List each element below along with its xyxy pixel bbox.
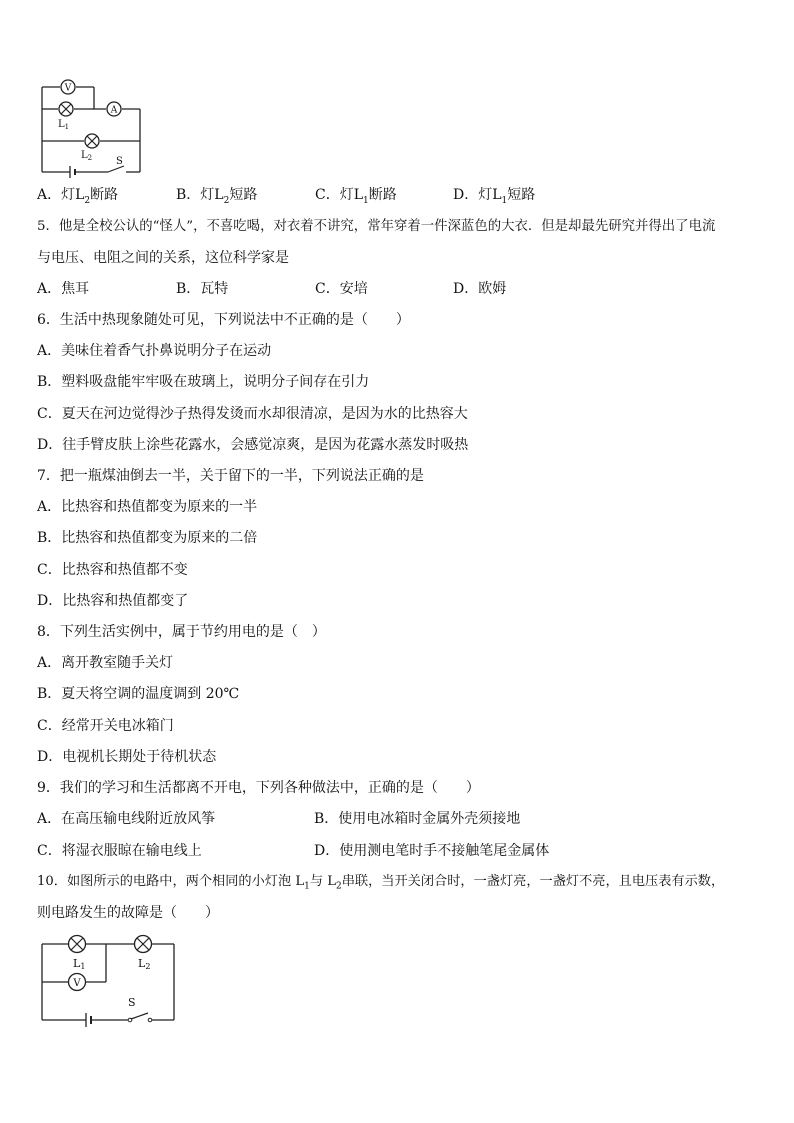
q5-option-d: D．欧姆 (453, 281, 507, 297)
q9-option-d: D．使用测电笔时手不接触笔尾金属体 (314, 843, 550, 859)
switch-label: S (116, 156, 123, 167)
voltmeter-label: V (64, 83, 72, 94)
lamp-l1-symbol (69, 936, 86, 953)
q5-option-a: A．焦耳 (37, 281, 90, 297)
q9-option-b: B．使用电冰箱时金属外壳须接地 (314, 811, 521, 827)
q6-option-a: A．美味住着香气扑鼻说明分子在运动 (37, 343, 272, 359)
lamp-l2-symbol (135, 936, 152, 953)
q6-option-c: C．夏天在河边觉得沙子热得发烫而水却很清凉，是因为水的比热容大 (37, 406, 468, 422)
q8-option-b: B．夏天将空调的温度调到 20℃ (37, 686, 240, 702)
q4-option-b: B．灯$L_2$短路 (176, 187, 258, 206)
switch-contact (148, 1018, 152, 1022)
voltmeter-label: V (73, 978, 81, 989)
q5-stem-line2: 与电压、电阻之间的关系，这位科学家是 (37, 250, 289, 266)
q9-stem: 9．我们的学习和生活都离不开电，下列各种做法中，正确的是（ ） (37, 780, 480, 796)
q10-stem-line1: 10．如图所示的电路中，两个相同的小灯泡 $L_1$与 $L_2$串联，当开关闭合时，一盏灯亮，一盏灯不亮，且电压表有示数， (37, 874, 725, 892)
q7-stem: 7．把一瓶煤油倒去一半，关于留下的一半，下列说法正确的是 (37, 468, 424, 484)
q7-option-d: D．比热容和热值都变了 (37, 593, 189, 609)
q5-stem-line1: 5．他是全校公认的“怪人”，不喜吃喝，对衣着不讲究，常年穿着一件深蓝色的大衣．但是却最先研究并得出了电流 (37, 219, 716, 234)
q9-option-c: C．将湿衣服晾在输电线上 (37, 843, 202, 859)
q6-option-b: B．塑料吸盘能牢牢吸在玻璃上，说明分子间存在引力 (37, 374, 370, 390)
q5-option-b: B．瓦特 (176, 281, 229, 297)
q8-stem: 8．下列生活实例中，属于节约用电的是（ ） (37, 624, 326, 640)
q5-option-c: C．安培 (315, 281, 368, 297)
q4-option-a: A．灯$L_2$断路 (37, 187, 119, 206)
q8-option-c: C．经常开关电冰箱门 (37, 718, 174, 734)
q8-option-a: A．离开教室随手关灯 (37, 655, 174, 671)
q7-option-b: B．比热容和热值都变为原来的二倍 (37, 530, 258, 546)
q6-option-d: D．往手臂皮肤上涂些花露水，会感觉凉爽，是因为花露水蒸发时吸热 (37, 437, 469, 453)
q10-stem-line2: 则电路发生的故障是（ ） (37, 905, 219, 921)
lamp-l1-symbol (59, 102, 73, 116)
lamp-l1-label: $L_1$ (58, 119, 70, 131)
lamp-l1-label: L1 (73, 957, 86, 971)
switch-arm (131, 1013, 148, 1019)
q9-option-a: A．在高压输电线附近放风筝 (37, 811, 216, 827)
q8-option-d: D．电视机长期处于待机状态 (37, 749, 217, 765)
q7-option-c: C．比热容和热值都不变 (37, 562, 188, 578)
lamp-l2-label: $L_2$ (81, 150, 93, 162)
circuit-diagram-q4 (36, 75, 148, 181)
q6-stem: 6．生活中热现象随处可见，下列说法中不正确的是（ ） (37, 312, 410, 328)
q4-option-d: D．灯$L_1$短路 (453, 187, 536, 206)
circuit-diagram-q10 (36, 930, 178, 1030)
lamp-l2-symbol (85, 134, 99, 148)
q4-option-c: C．灯$L_1$断路 (315, 187, 397, 206)
lamp-l2-label: L2 (138, 957, 151, 971)
ammeter-label: A (110, 105, 118, 116)
switch-label: S (128, 996, 136, 1009)
q7-option-a: A．比热容和热值都变为原来的一半 (37, 499, 258, 515)
